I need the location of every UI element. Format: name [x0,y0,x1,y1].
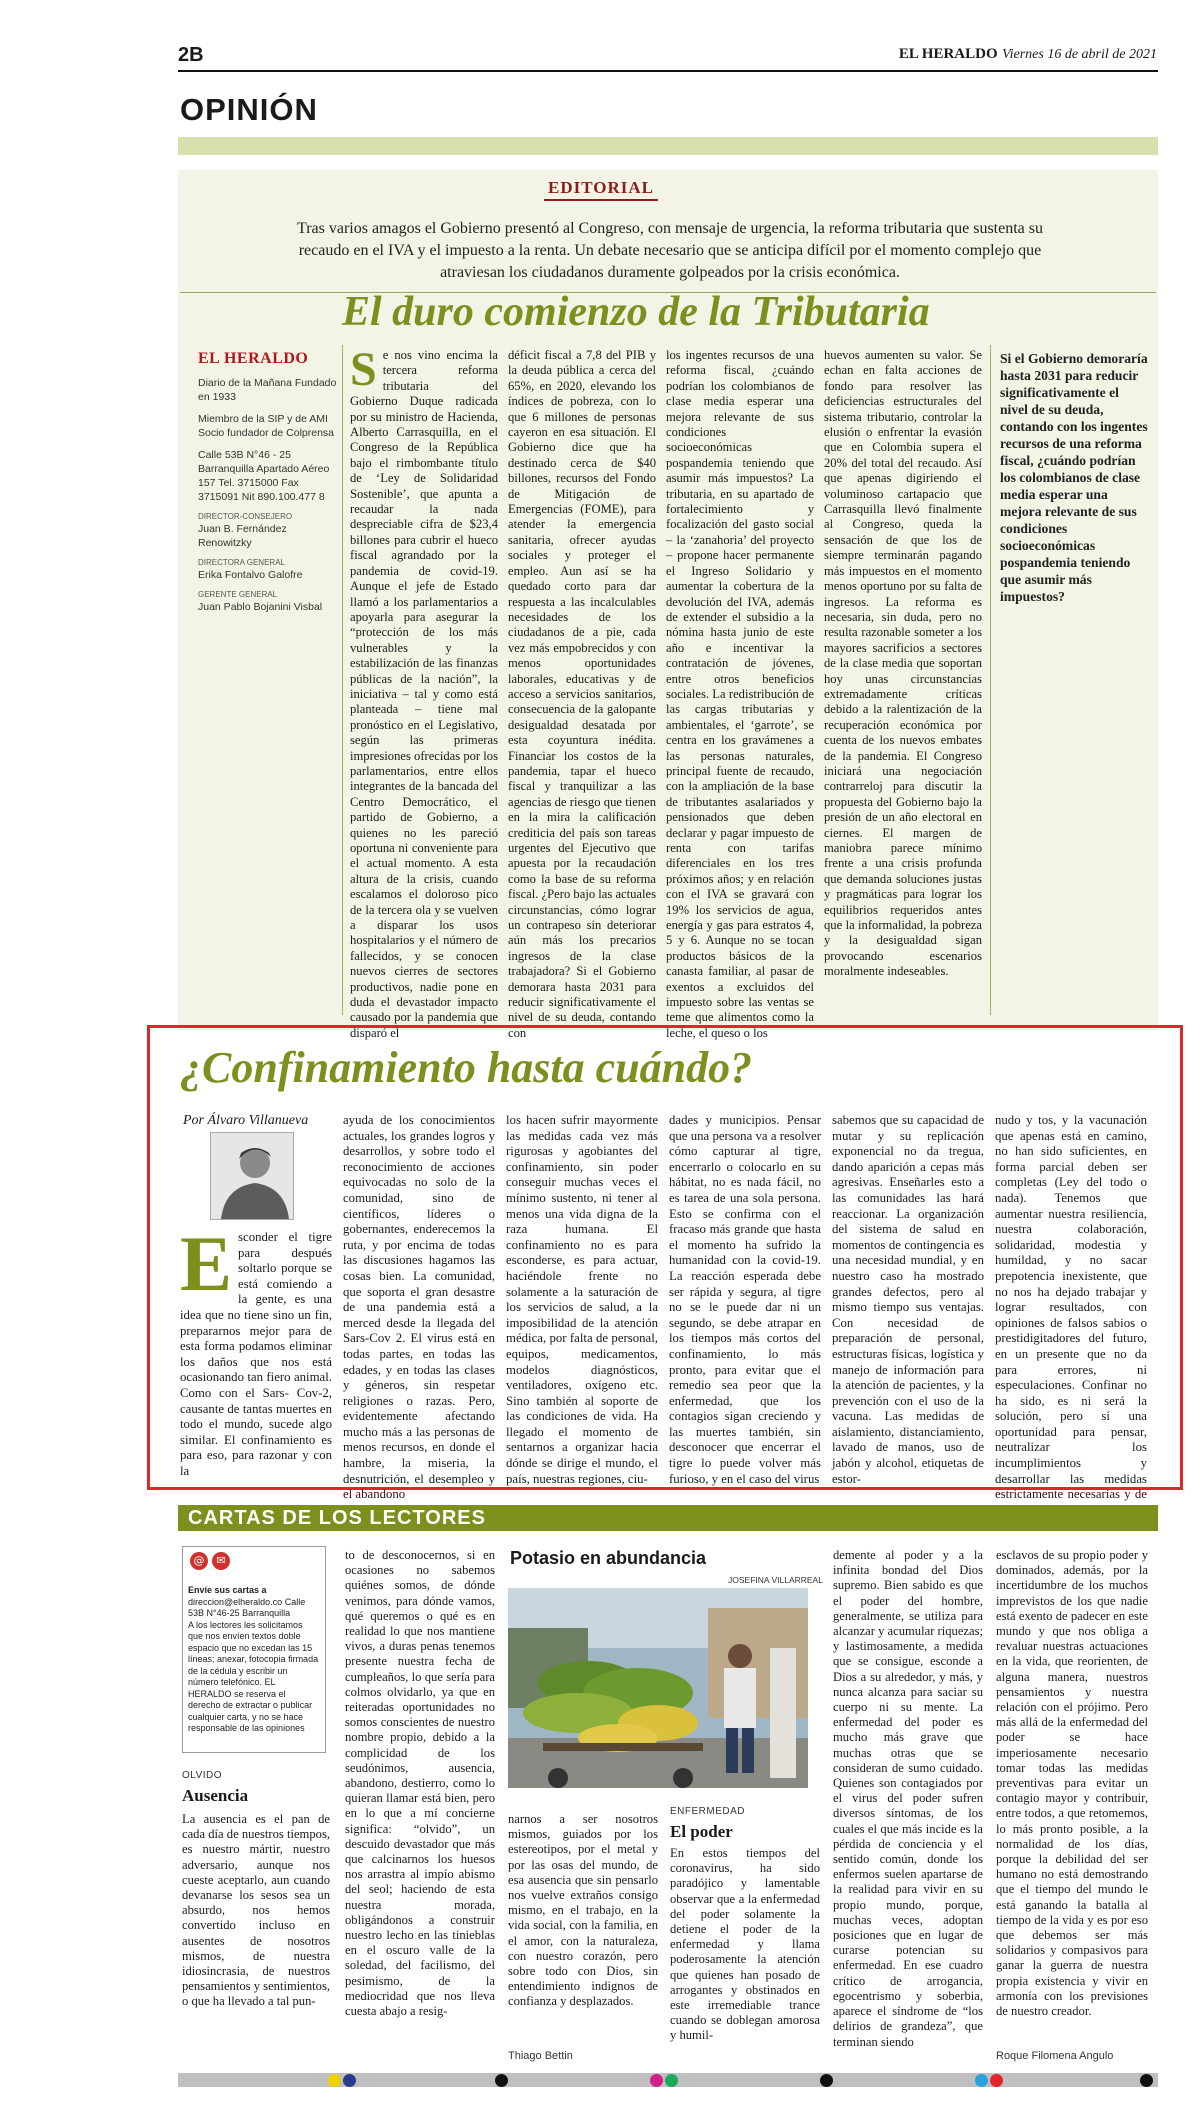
registration-dot [343,2074,356,2087]
author-portrait-icon [211,1133,293,1219]
brand-logo: EL HERALDO [198,350,309,367]
registration-dot [1140,2074,1153,2087]
editorial-column-4: huevos aumenten su valor. Se echan en falta acciones de fondo para resolver las deficiencias estructurales del sistema tributario, controlar la elusión o enfrentar la evasión que en Colombia supera el 20% del total del recaudo. Así que apenas digiriendo el voluminoso cartapacio que Carrasquilla llevó finalmente al Congreso, queda la sensación de que los de siempre terminarán pagando más impuestos en el momento menos oportuno por su falta de ingresos. La reforma es necesaria, sin duda, pero no resulta razonable someter a los mayores sacrificios a sectores de la clase media que soportan hoy unas circunstancias extremadamente críticas debido a la ralentización de la recuperación económica por cuenta de los nuevos embates de la pandemia. El Congreso iniciará una negociación contrarreloj para discutir la propuesta del Gobierno bajo la presión de un año electoral en ciernes. El margen de maniobra parece mínimo frente a una crisis profunda que demanda soluciones justas y pragmáticas para lograr los equilibrios requeridos antes que la informalidad, la pobreza y la desigualdad sigan provocando escenarios moralmente indeseables. [824,348,982,979]
letter-column: La ausencia es el pan de cada día de nuestros tiempos, es nuestro mártir, nuestro adversario, aunque nos cueste aceptarlo, aun cuando devanarse los sesos sea un absurdo, nos hemos convertido incluso en ausentes de nosotros mismos, de nuestra idiosincrasia, de nuestros pensamientos y sentimientos, o que ha llevado a tal pun- [182,1812,330,2009]
letter-column: to de desconocernos, si en ocasiones no sabemos quiénes somos, de dónde venimos, para dónde vamos, qué queremos o qué es en realidad lo que nos mantiene vivos, a duras penas tenemos presente nuestra fecha de cumpleaños, lo que sería para colmos olvidarlo, ya que en reiteradas oportunidades no somos conscientes de nuestro nombre propio, debido a la complicidad de los seudónimos, ausencia, abandono, destierro, como lo quieran llamar está bien, pero en lo que a mí concierne significa: “olvido”, un descuido devastador que más que calcinarnos los huesos nos arrastra al impío abismo del seol; haciendo de esta nuestra morada, obligándonos a construir nuestro lecho en las tinieblas en el oscuro valle de la soledad, del facilismo, del pesimismo, de la mediocridad que nos lleva cuesta abajo a resig- [345,1548,495,2019]
opinion-column-2: ayuda de los conocimientos actuales, los grandes logros y desarrollos, y sobre todo el reconocimiento de acciones equivocadas no solo de la comunidad, sino de científicos, líderes o gobernantes, enderecemos la ruta, y por encima de todas las discusiones hagamos las cosas bien. La comunidad, que soporta el gran desastre de una pandemia está a merced desde la llegada del Sars-Cov 2. El virus está en todas partes, en todas las edades, y en todas las clases y géneros, sin respetar religiones o razas. Pero, evidentemente afectando mucho más a las personas de menos recursos, en donde el hambre, la miseria, la desnutrición, el desempleo y el abandono [343,1113,495,1502]
opinion-column-6: nudo y tos, y la vacunación que apenas está en camino, no han sido suficientes, en forma parcial deben ser completas (Ley del todo o nada). Tenemos que aumentar nuestra resiliencia, nuestra colaboración, solidaridad, modestia y humildad, y no sacar prepotencia inexistente, que no nos ha dejado trabajar y lograr resultados, con opiniones de falsos sabios o prestidigitadores del futuro, en un presente que no da para errores, ni especulaciones. Confinar no ha sido, es ni será la solución, pero sí una oportunidad para pensar, neutralizar los incumplimientos y desarrollar las medidas estrictamente necesarias y de [995,1113,1147,1502]
opinion-column-4: dades y municipios. Pensar que una persona va a resolver cómo capturar al tigre, encerrarlo o colocarlo en su hábitat, no es nada fácil, no es tarea de una sola persona. Esto se confirma con el fracaso más grande que hasta el momento ha sufrido la humanidad con la covid-19. La reacción esperada debe ser rápida y segura, al tigre no se le puede dar ni un segundo, se debe atrapar en los tiempos más cortos del confinamiento, lo más pronto, para evitar que el remedio sea peor que la enfermedad, que los contagios sigan creciendo y las muertes también, sin desconocer que encerrar el tigre lo puede volver más furioso, y en el caso del virus [669,1113,821,1486]
registration-dot [495,2074,508,2087]
letter-tag: ENFERMEDAD [670,1806,746,1817]
contact-heading: Envíe sus cartas a [188,1585,267,1595]
editorial-column-3: los ingentes recursos de una reforma fiscal, ¿cuándo podrían los colombianos de clase media esperar una mejora relevante de sus condiciones socioeconómicas pospandemia teniendo que asumir más impuestos? La tributaria, en su apartado de fortalecimiento y focalización del gasto social – la ‘zanahoria’ del proyecto – propone hacer permanente el Ingreso Solidario y aumentar la cobertura de la devolución del IVA, además de extender el subsidio a la nómina hasta junio de este año e incentivar la contratación de jóvenes, entre otros beneficios sociales. La redistribución de las cargas tributarias y ambientales, el ‘garrote’, se centra en los gravámenes a las personas naturales, principal fuente de recaudo, con la ampliación de la base de tributantes asalariados y pensionados que deben declarar y pagar impuesto de renta con tarifas diferenciales en los tres próximos años; y en relación con el IVA se gravará con 19% los servicios de agua, energía y gas para estratos 4, 5 y 6. Aunque no se tocan productos básicos de la canasta familiar, al pasar de exentos a excluidos del impuesto sobre las ventas se teme que alimentos como la leche, el queso o los [666,348,814,1040]
credit-line: Diario de la Mañana Fundado en 1933 [198,377,337,403]
letter-column: narnos a ser nosotros mismos, guiados por los estereotipos, por el metal y por las osas del mundo, de esa ausencia que sin pensarlo nos vuelve extraños consigo mismo, en el trabajo, en la vida social, con la familia, en el amor, con la naturaleza, con nuestro corazón, pero sobre todo con Dios, sin entendimiento indignos de confianza y desplazados. [508,1812,658,2009]
editorial-column-1 [350,343,498,1040]
drop-cap: S [350,343,377,396]
registration-dot [650,2074,663,2087]
envelope-icon: ✉ [212,1552,230,1570]
author-byline: Por Álvaro Villanueva [183,1113,309,1128]
photo-credit: JOSEFINA VILLARREAL [728,1575,823,1585]
editorial-label: EDITORIAL [544,178,658,201]
masthead-credits [198,376,338,622]
contact-info [188,1585,320,1735]
newspaper-name: EL HERALDO [898,46,998,62]
banana-vendor-photo [508,1588,808,1788]
masthead [899,46,1157,63]
registration-dot [328,2074,341,2087]
column-rule [342,345,343,1015]
section-title: OPINIÓN [180,92,318,127]
opinion-column-3: los hacen sufrir mayormente las medidas cada vez más rigurosas y agobiantes del confinamiento, sin poder conseguir muchas veces el mínimo sustento, ni tener al menos una vida digna de la raza humana. El confinamiento no es para esconderse, es para actuar, haciéndole frente no solamente a la saturación de los servicios de salud, a la imposibilidad de la atención médica, por falta de personal, equipos, medicamentos, modelos diagnósticos, ventiladores, oxígeno etc. Sino también al soporte de las condiciones de vida. Ha llegado el momento de sentarnos a organizar hacia dónde se dirige el mundo, el país, nuestras regiones, ciu- [506,1113,658,1486]
letter-column: En estos tiempos del coronavirus, ha sido paradójico y lamentable observar que a la enfermedad del poder solamente la detiene el poder de la enfermedad y llama poderosamente la atención que quienes han posado de arrogantes y obstinados en este irremediable trance cuando se doblegan amorosa y humil- [670,1846,820,2043]
registration-dot [665,2074,678,2087]
column-text: sconder el tigre para después soltarlo porque se está comiendo a la gente, es una idea que no tiene sino un fin, prepararnos mejor para de esta forma podamos eliminar los daños que nos está ocasionando tan fiero animal. Como con el Sars- Cov-2, causante de tantas muertes en todo el mundo, sucede algo similar. El confinamiento es para eso, para razonar y con la [180,1230,332,1478]
drop-cap: E [180,1220,233,1307]
editorial-title: El duro comienzo de la Tributaria [342,289,930,335]
staff-name: Juan Pablo Bojanini Visbal [198,601,323,613]
letter-column: esclavos de su propio poder y dominados, además, por la incertidumbre de los muchos imprevistos de los que nadie está exento de padecer en este mundo y que nos obliga a revaluar nuestras actuaciones en la vida, que reorienten, de alguna manera, nuestros pensamientos y nuestra relación con el prójimo. Pero más allá de la enfermedad del poder se hace imperiosamente necesario tomar todas las medidas preventivas para evitar un contagio mayor y contribuir, entre todos, a que retomemos, lo más pronto posible, a la normalidad de los días, porque la debilidad del ser humano no está demostrando que el tiempo del mundo le está ganando la batalla al tiempo de la vida y es por eso que debemos ser más solidarios y compasivos para ganar la guerra de nuestra propia existencia y vivir en armonía con los previsiones de nuestro creador. [996,1548,1148,2019]
opinion-title: ¿Confinamiento hasta cuándo? [180,1043,753,1092]
letter-title: Ausencia [182,1786,249,1805]
letter-signer: Roque Filomena Angulo [996,2050,1114,2062]
cartas-title: CARTAS DE LOS LECTORES [188,1507,486,1529]
registration-dot [820,2074,833,2087]
opinion-column-5: sabemos que su capacidad de mutar y su replicación exponencial no da tregua, dando aparición a cepas más agresivas. Enseñarles esto a las comunidades las hará reaccionar. La organización del sistema de salud en momentos de contingencia es una necesidad mundial, y en nuestro caso ha mostrado grandes defectos, pero al mismo tiempo sus ventajas. Con necesidad de preparación de personal, estructuras físicas, logística y manejo de información para la atención de pacientes, y la prevención con el uso de la vacuna. Las medidas de aislamiento, distanciamiento, lavado de manos, uso de jabón y alcohol, etiquetas de estor- [832,1113,984,1486]
header-rule [178,70,1158,72]
staff-name: Juan B. Fernández Renowitzky [198,523,287,549]
issue-date: Viernes 16 de abril de 2021 [1002,47,1157,62]
staff-role: DIRECTORA GENERAL [198,558,285,567]
credit-line: Miembro de la SIP y de AMI Socio fundador de Colprensa [198,413,335,439]
letter-column: demente al poder y a la infinita bondad del Dios supremo. Bien sabido es que el poder del hombre, generalmente, se utiliza para alcanzar y acumular riquezas; y lastimosamente, a medida que se consigue, esconde a Dios a su alrededor, y más, y nunca alcanza para saciar su cuerpo ni su mente. La enfermedad del poder es mucho más grave que muchas otras que se consideran de sumo cuidado. Quienes son contagiados por el virus del poder sufren diversos síntomas, de los cuales el que más incide es la pérdida de conciencia y el sentido común, donde los enfermos suelen apartarse de la realidad para vivir en su propio mundo, porque, muchas veces, adoptan posiciones que en lugar de curarse potencian su enfermedad. En ese cuadro crítico de arrogancia, egocentrismo y soberbia, aparece el síndrome de “los delirios de grandeza”, que terminan siendo [833,1548,983,2049]
editorial-label-wrap [0,178,1202,198]
section-divider [178,137,1158,155]
readers-note: A los lectores les solicitamos que nos envíen textos doble espacio que no excedan las 15 líneas; anexar, fotocopia firmada de la cédula y escribir un número telefónico. EL HERALDO se reserva el derecho de extractar o publicar cualquier carta, y no se hace responsable de las opiniones [188,1619,319,1733]
contact-address[interactable]: direccion@elheraldo.co Calle 53B N°46-25 Barranquilla [188,1596,306,1618]
editorial-column-2: déficit fiscal a 7,8 del PIB y la deuda pública a cerca del 65%, en 2020, elevando los índices de pobreza, con lo que 6 millones de personas cayeron en esa situación. El Gobierno dice que ha destinado cerca de $40 billones, recursos del Fondo de Mitigación de Emergencias (FOME), para atender la emergencia sanitaria, ofrecer ayudas sociales y proteger el empleo. Aun así se ha quedado corto para dar respuesta a las incalculables necesidades de los ciudadanos de a pie, cada vez más empobrecidos y con menos oportunidades laborales, educativas y de acceso a servicios sanitarios, consecuencia de la galopante desigualdad desatada por esta coyuntura inédita. Financiar los costos de la pandemia, tapar el hueco fiscal y tranquilizar a las agencias de riesgo que tienen en la mira la calificación crediticia del país son tareas urgentes del Ejecutivo que apuesta por la recaudación como la base de su reforma fiscal. ¿Pero bajo las actuales circunstancias, cómo lograr un contrapeso sin deteriorar aún más los precarios ingresos de la clase trabajadora? Si el Gobierno demorara hasta 2031 para reducir significativamente el nivel de su deuda, contando con [508,348,656,1040]
at-icon: @ [190,1552,208,1570]
registration-dot [990,2074,1003,2087]
letter-signer: Thiago Bettin [508,2050,573,2062]
column-rule [990,345,991,1015]
editorial-pullquote: Si el Gobierno demoraría hasta 2031 para reducir significativamente el nivel de su deuda, contando con los ingentes recursos de una reforma fiscal, ¿cuándo podrían los colombianos de clase media esperar una mejora relevante de sus condiciones socioeconómicas pospandemia teniendo que asumir más impuestos? [1000,351,1148,604]
opinion-column-1 [180,1220,332,1478]
column-text: e nos vino encima la tercera reforma tributaria del Gobierno Duque radicada por su ministro de Hacienda, Alberto Carrasquilla, en el Congreso de la República bajo el rimbombante título de ‘Ley de Solidaridad Sostenible’, que apunta a recaudar la nada despreciable cifra de $23,4 billones para cubrir el hueco fiscal agrandado por la pandemia de covid-19. Aunque el jefe de Estado llamó a los parlamentarios a apoyarla para asegurar la “protección de los más vulnerables y la estabilización de las finanzas públicas de la nación”, la iniciativa – tal y como está planteada – tiene mal pronóstico en el Legislativo, según las primeras impresiones ofrecidas por los parlamentarios, entre ellos integrantes de la bancada del Centro Democrático, el partido de Gobierno, a quienes no les pareció oportuna ni conveniente para el actual momento. A esta altura de la crisis, cuando escalamos el doloroso pico de la tercera ola y se vuelven a disparar los usos hospitalarios y el número de fallecidos, y se conocen nuevos cierres de sectores productivos, nadie pone en duda el devastador impacto causado por la pandemia que disparó el [350,348,498,1040]
credit-line: Calle 53B N°46 - 25 Barranquilla Apartado Aéreo 157 Tel. 3715000 Fax 3715091 Nit 890.100.477 8 [198,449,330,503]
letter-tag: OLVIDO [182,1770,223,1781]
photo-illustration [508,1588,808,1788]
letter-title: El poder [670,1822,733,1841]
photo-headline: Potasio en abundancia [510,1548,707,1568]
staff-role: GERENTE GENERAL [198,590,278,599]
author-photo [210,1132,294,1220]
staff-name: Erika Fontalvo Galofre [198,569,303,581]
registration-dot [975,2074,988,2087]
editorial-lead: Tras varios amagos el Gobierno presentó al Congreso, con mensaje de urgencia, la reforma tributaria que sustenta su recaudo en el IVA y el impuesto a la renta. Un debate necesario que se anticipa difícil por el momento complejo que atraviesan los ciudadanos duramente golpeados por la crisis económica. [296,220,1043,281]
staff-role: DIRECTOR-CONSEJERO [198,512,293,521]
page-number: 2B [178,44,204,66]
